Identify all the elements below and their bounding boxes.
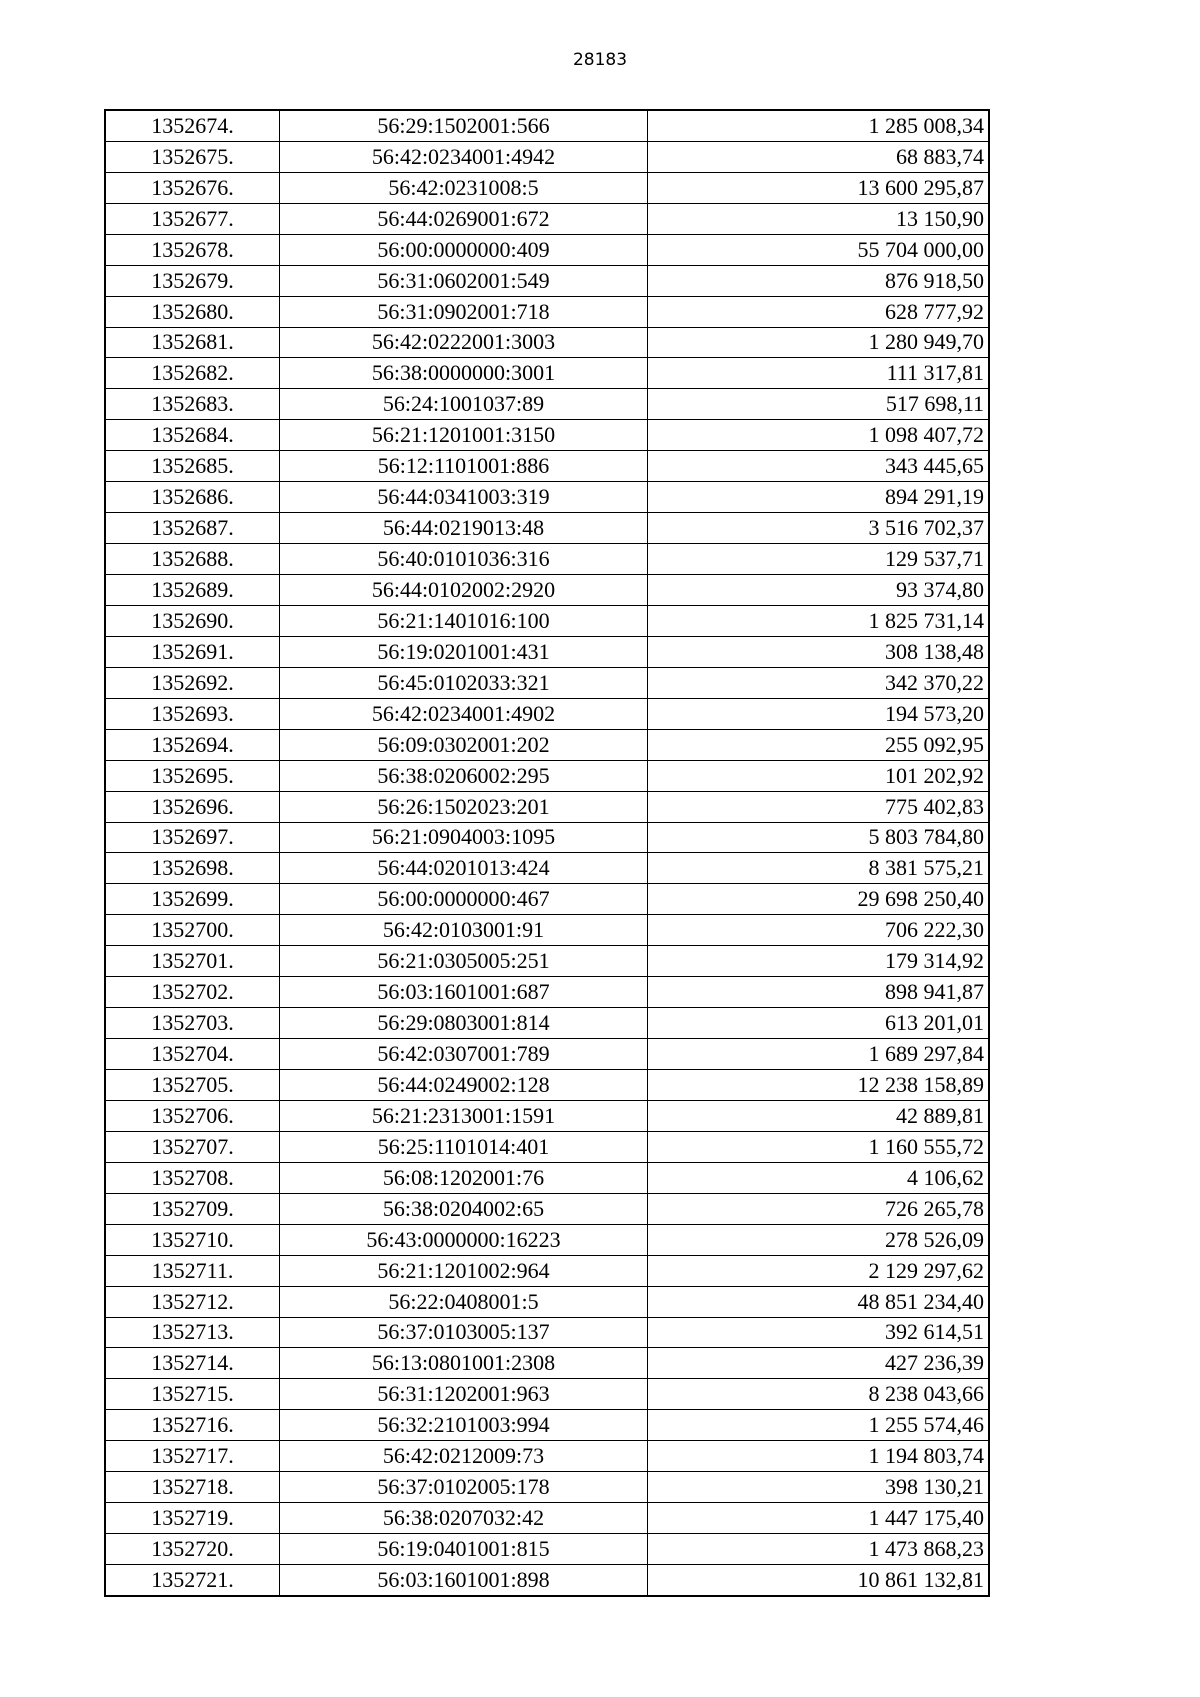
value-cell: 398 130,21 [648,1472,990,1503]
table-row [105,1379,989,1410]
value-cell: 726 265,78 [648,1193,990,1224]
table-row [105,1503,989,1534]
table-row [105,1193,989,1224]
cadastral-number-cell: 56:44:0249002:128 [280,1070,648,1101]
row-number-cell: 1352718. [105,1472,280,1503]
value-cell: 1 689 297,84 [648,1039,990,1070]
cadastral-number-cell: 56:19:0401001:815 [280,1534,648,1565]
cadastral-number-cell: 56:21:2313001:1591 [280,1100,648,1131]
cadastral-number-cell: 56:03:1601001:898 [280,1565,648,1596]
row-number-cell: 1352680. [105,296,280,327]
value-cell: 308 138,48 [648,636,990,667]
table-row [105,853,989,884]
value-cell: 775 402,83 [648,791,990,822]
value-cell: 1 825 731,14 [648,605,990,636]
value-cell: 129 537,71 [648,544,990,575]
row-number-cell: 1352721. [105,1565,280,1596]
row-number-cell: 1352678. [105,234,280,265]
cadastral-number-cell: 56:00:0000000:467 [280,884,648,915]
cadastral-number-cell: 56:44:0102002:2920 [280,575,648,606]
row-number-cell: 1352715. [105,1379,280,1410]
table-row [105,110,989,141]
row-number-cell: 1352698. [105,853,280,884]
table-row [105,1472,989,1503]
table-row [105,1255,989,1286]
cadastral-number-cell: 56:03:1601001:687 [280,977,648,1008]
row-number-cell: 1352719. [105,1503,280,1534]
value-cell: 1 280 949,70 [648,327,990,358]
value-cell: 8 238 043,66 [648,1379,990,1410]
value-cell: 42 889,81 [648,1100,990,1131]
table-row [105,389,989,420]
table-row [105,760,989,791]
value-cell: 194 573,20 [648,698,990,729]
row-number-cell: 1352684. [105,420,280,451]
row-number-cell: 1352703. [105,1008,280,1039]
table-row [105,729,989,760]
value-cell: 1 473 868,23 [648,1534,990,1565]
value-cell: 392 614,51 [648,1317,990,1348]
cadastral-number-cell: 56:22:0408001:5 [280,1286,648,1317]
value-cell: 3 516 702,37 [648,513,990,544]
cadastral-number-cell: 56:29:0803001:814 [280,1008,648,1039]
value-cell: 55 704 000,00 [648,234,990,265]
value-cell: 1 098 407,72 [648,420,990,451]
value-cell: 12 238 158,89 [648,1070,990,1101]
value-cell: 343 445,65 [648,451,990,482]
table-row [105,358,989,389]
value-cell: 111 317,81 [648,358,990,389]
value-cell: 255 092,95 [648,729,990,760]
value-cell: 5 803 784,80 [648,822,990,853]
table-row [105,1039,989,1070]
row-number-cell: 1352704. [105,1039,280,1070]
row-number-cell: 1352716. [105,1410,280,1441]
value-cell: 1 194 803,74 [648,1441,990,1472]
cadastral-number-cell: 56:21:1201002:964 [280,1255,648,1286]
row-number-cell: 1352689. [105,575,280,606]
table-row [105,141,989,172]
row-number-cell: 1352710. [105,1224,280,1255]
cadastral-number-cell: 56:31:1202001:963 [280,1379,648,1410]
value-cell: 48 851 234,40 [648,1286,990,1317]
cadastral-number-cell: 56:45:0102033:321 [280,667,648,698]
cadastral-number-cell: 56:21:1201001:3150 [280,420,648,451]
cadastral-number-cell: 56:31:0902001:718 [280,296,648,327]
table-row [105,1534,989,1565]
row-number-cell: 1352679. [105,265,280,296]
value-cell: 13 600 295,87 [648,172,990,203]
table-row [105,915,989,946]
row-number-cell: 1352676. [105,172,280,203]
cadastral-number-cell: 56:19:0201001:431 [280,636,648,667]
table-row [105,1162,989,1193]
cadastral-number-cell: 56:13:0801001:2308 [280,1348,648,1379]
value-cell: 876 918,50 [648,265,990,296]
cadastral-number-cell: 56:08:1202001:76 [280,1162,648,1193]
table-row [105,1070,989,1101]
value-cell: 613 201,01 [648,1008,990,1039]
row-number-cell: 1352712. [105,1286,280,1317]
value-cell: 68 883,74 [648,141,990,172]
value-cell: 1 255 574,46 [648,1410,990,1441]
table-row [105,791,989,822]
table-row [105,1348,989,1379]
table-row [105,1565,989,1596]
cadastral-number-cell: 56:32:2101003:994 [280,1410,648,1441]
row-number-cell: 1352706. [105,1100,280,1131]
cadastral-number-cell: 56:43:0000000:16223 [280,1224,648,1255]
table-row [105,884,989,915]
row-number-cell: 1352699. [105,884,280,915]
cadastral-number-cell: 56:44:0341003:319 [280,482,648,513]
table-row [105,1410,989,1441]
row-number-cell: 1352720. [105,1534,280,1565]
cadastral-number-cell: 56:31:0602001:549 [280,265,648,296]
cadastral-number-cell: 56:12:1101001:886 [280,451,648,482]
table-row [105,636,989,667]
value-cell: 10 861 132,81 [648,1565,990,1596]
row-number-cell: 1352701. [105,946,280,977]
row-number-cell: 1352686. [105,482,280,513]
row-number-cell: 1352687. [105,513,280,544]
value-cell: 93 374,80 [648,575,990,606]
table-row [105,698,989,729]
cadastral-number-cell: 56:42:0231008:5 [280,172,648,203]
table-row [105,203,989,234]
table-row [105,667,989,698]
table-row [105,1131,989,1162]
cadastral-number-cell: 56:42:0222001:3003 [280,327,648,358]
value-cell: 179 314,92 [648,946,990,977]
cadastral-number-cell: 56:00:0000000:409 [280,234,648,265]
row-number-cell: 1352702. [105,977,280,1008]
row-number-cell: 1352714. [105,1348,280,1379]
cadastral-number-cell: 56:38:0206002:295 [280,760,648,791]
value-cell: 628 777,92 [648,296,990,327]
row-number-cell: 1352688. [105,544,280,575]
row-number-cell: 1352717. [105,1441,280,1472]
cadastral-number-cell: 56:38:0000000:3001 [280,358,648,389]
value-cell: 2 129 297,62 [648,1255,990,1286]
row-number-cell: 1352707. [105,1131,280,1162]
table-row [105,1100,989,1131]
cadastral-number-cell: 56:44:0201013:424 [280,853,648,884]
page-number: 28183 [572,50,628,70]
cadastral-number-cell: 56:42:0234001:4942 [280,141,648,172]
cadastral-number-cell: 56:38:0207032:42 [280,1503,648,1534]
table-row [105,513,989,544]
value-cell: 13 150,90 [648,203,990,234]
value-cell: 278 526,09 [648,1224,990,1255]
row-number-cell: 1352697. [105,822,280,853]
value-cell: 8 381 575,21 [648,853,990,884]
table-row [105,172,989,203]
value-cell: 427 236,39 [648,1348,990,1379]
value-cell: 894 291,19 [648,482,990,513]
data-table [104,109,990,1597]
value-cell: 1 160 555,72 [648,1131,990,1162]
table-row [105,1441,989,1472]
cadastral-number-cell: 56:40:0101036:316 [280,544,648,575]
cadastral-number-cell: 56:21:1401016:100 [280,605,648,636]
table-row [105,327,989,358]
row-number-cell: 1352690. [105,605,280,636]
table-row [105,296,989,327]
cadastral-number-cell: 56:24:1001037:89 [280,389,648,420]
value-cell: 1 447 175,40 [648,1503,990,1534]
value-cell: 342 370,22 [648,667,990,698]
row-number-cell: 1352713. [105,1317,280,1348]
table-row [105,420,989,451]
row-number-cell: 1352685. [105,451,280,482]
row-number-cell: 1352709. [105,1193,280,1224]
row-number-cell: 1352682. [105,358,280,389]
cadastral-number-cell: 56:44:0269001:672 [280,203,648,234]
value-cell: 29 698 250,40 [648,884,990,915]
row-number-cell: 1352681. [105,327,280,358]
row-number-cell: 1352677. [105,203,280,234]
row-number-cell: 1352693. [105,698,280,729]
table-row [105,234,989,265]
table-row [105,605,989,636]
table-row [105,1286,989,1317]
table-row [105,1008,989,1039]
table-body [105,110,989,1596]
row-number-cell: 1352696. [105,791,280,822]
row-number-cell: 1352700. [105,915,280,946]
value-cell: 898 941,87 [648,977,990,1008]
cadastral-number-cell: 56:37:0103005:137 [280,1317,648,1348]
table-row [105,482,989,513]
row-number-cell: 1352708. [105,1162,280,1193]
cadastral-number-cell: 56:29:1502001:566 [280,110,648,141]
cadastral-number-cell: 56:21:0305005:251 [280,946,648,977]
cadastral-number-cell: 56:09:0302001:202 [280,729,648,760]
value-cell: 517 698,11 [648,389,990,420]
cadastral-number-cell: 56:42:0212009:73 [280,1441,648,1472]
row-number-cell: 1352674. [105,110,280,141]
row-number-cell: 1352691. [105,636,280,667]
cadastral-number-cell: 56:42:0234001:4902 [280,698,648,729]
row-number-cell: 1352711. [105,1255,280,1286]
cadastral-number-cell: 56:21:0904003:1095 [280,822,648,853]
row-number-cell: 1352692. [105,667,280,698]
cadastral-number-cell: 56:42:0103001:91 [280,915,648,946]
table-row [105,1317,989,1348]
table-row [105,575,989,606]
table-row [105,451,989,482]
value-cell: 4 106,62 [648,1162,990,1193]
row-number-cell: 1352675. [105,141,280,172]
value-cell: 1 285 008,34 [648,110,990,141]
cadastral-number-cell: 56:42:0307001:789 [280,1039,648,1070]
table-row [105,946,989,977]
value-cell: 706 222,30 [648,915,990,946]
table-row [105,977,989,1008]
value-cell: 101 202,92 [648,760,990,791]
table-row [105,265,989,296]
table-row [105,822,989,853]
row-number-cell: 1352705. [105,1070,280,1101]
row-number-cell: 1352683. [105,389,280,420]
table-row [105,1224,989,1255]
cadastral-number-cell: 56:25:1101014:401 [280,1131,648,1162]
cadastral-number-cell: 56:26:1502023:201 [280,791,648,822]
cadastral-number-cell: 56:37:0102005:178 [280,1472,648,1503]
cadastral-number-cell: 56:38:0204002:65 [280,1193,648,1224]
table-row [105,544,989,575]
row-number-cell: 1352694. [105,729,280,760]
row-number-cell: 1352695. [105,760,280,791]
cadastral-number-cell: 56:44:0219013:48 [280,513,648,544]
